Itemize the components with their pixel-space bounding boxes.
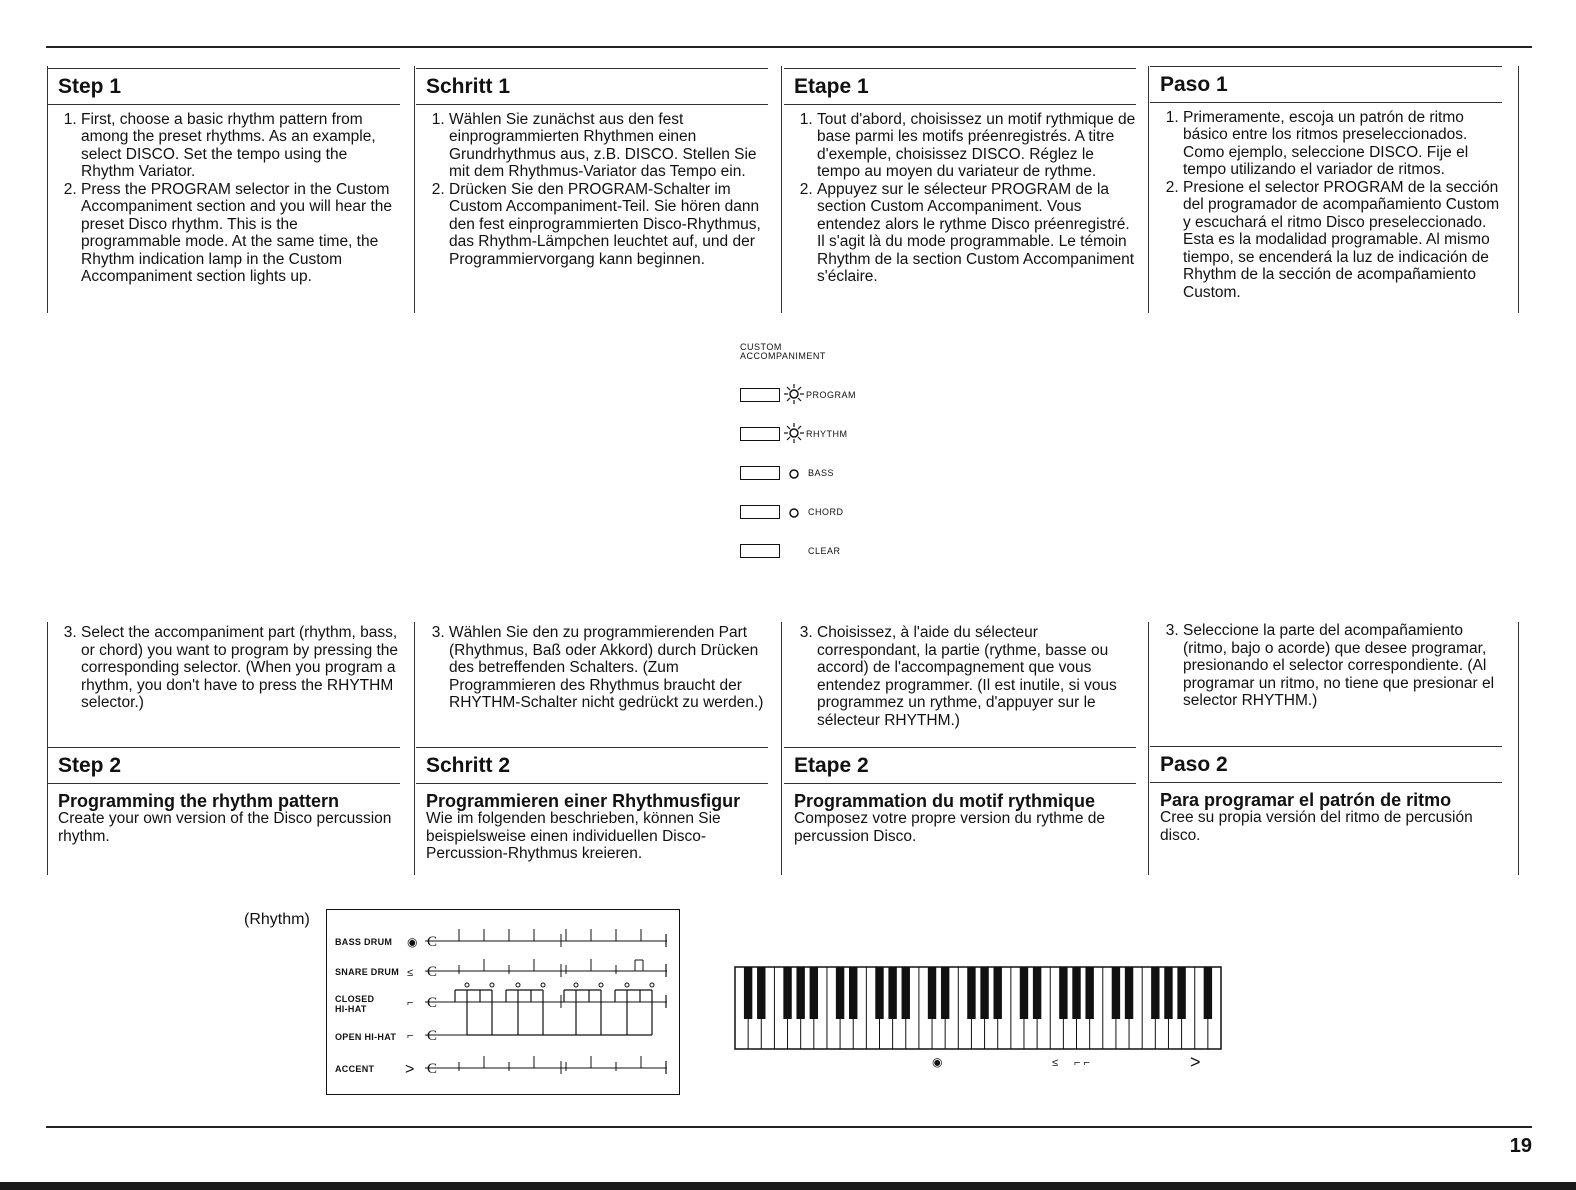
black-key (967, 967, 975, 1019)
black-key (796, 967, 804, 1019)
column-french-top (784, 68, 1136, 286)
black-key (994, 967, 1002, 1019)
black-key (810, 967, 818, 1019)
column-spanish-mid (1150, 620, 1502, 710)
step-list (416, 111, 768, 269)
column-spanish-top (1150, 66, 1502, 301)
accent-symbol: > (1190, 1052, 1201, 1072)
step-list (1150, 109, 1502, 302)
rhythm-score (326, 909, 680, 1095)
list-item: 3. Wählen Sie den zu programmierenden Part (Rhythmus, Baß oder Akkord) durch Drücken des betreffenden Schalters. (Zum Programmieren des Rhythmus braucht der RHYTHM-Schalter nicht gedrückt zu werden.) (449, 624, 768, 712)
list-item: 3. Choisissez, à l'aide du sélecteur correspondant, la partie (rythme, basse ou accord) de l'accompagnement que vous entendez programmer. (Il est inutile, si vous programmez un rythme, d'appuyer sur le sélecteur RHYTHM.) (817, 624, 1136, 729)
step-subheading: Programming the rhythm pattern (58, 790, 340, 811)
black-key (1059, 967, 1067, 1019)
black-key (875, 967, 883, 1019)
svg-text:C: C (427, 995, 438, 1011)
svg-text:C: C (427, 934, 438, 950)
column-german-mid (416, 622, 768, 712)
panel-title: CUSTOM ACCOMPANIMENT (740, 342, 826, 361)
svg-text:⌐: ⌐ (407, 997, 414, 1009)
column-french-step2 (784, 747, 1136, 845)
black-key (1033, 967, 1041, 1019)
step-subheading: Programmation du motif rythmique (794, 790, 1096, 811)
program-label: PROGRAM (806, 390, 857, 400)
step-heading: Etape 1 (784, 69, 1136, 105)
column-german-top (416, 68, 768, 268)
black-key (1177, 967, 1185, 1019)
step-heading: Paso 1 (1150, 67, 1502, 103)
svg-text:C: C (427, 964, 438, 980)
black-key (980, 967, 988, 1019)
bottom-rule (46, 1126, 1532, 1128)
step-list (48, 111, 400, 286)
black-key (902, 967, 910, 1019)
svg-text:C: C (427, 1028, 438, 1044)
black-key (836, 967, 844, 1019)
top-rule (46, 46, 1532, 48)
column-divider (1518, 622, 1519, 875)
black-key (1151, 967, 1159, 1019)
list-item: 2. Appuyez sur le sélecteur PROGRAM de la section Custom Accompaniment. Vous entendez alors le rythme Disco préenregistré. Il s'agit là du mode programmable. Le témoin Rhythm de la section Custom Accompaniment s'éclaire. (817, 181, 1136, 286)
black-key (928, 967, 936, 1019)
score-row-label: CLOSED HI-HAT (335, 994, 375, 1014)
step-list (784, 624, 1136, 729)
lamp-off-icon (788, 507, 800, 519)
step-heading: Paso 2 (1150, 747, 1502, 783)
rhythm-label: RHYTHM (806, 429, 848, 439)
chord-label: CHORD (808, 507, 844, 517)
black-key (941, 967, 949, 1019)
score-caption: (Rhythm) (244, 911, 310, 928)
list-item: 3. Select the accompaniment part (rhythm, bass, or chord) you want to program by pressing the corresponding selector. (When you program a rhythm, you don't have to press the RHYTHM selector.) (81, 624, 400, 712)
column-divider (414, 622, 415, 875)
step-heading: Etape 2 (784, 748, 1136, 784)
score-notation (327, 910, 679, 1094)
column-divider (781, 622, 782, 875)
list-item: 2. Press the PROGRAM selector in the Custom Accompaniment section and you will hear the preset Disco rhythm. This is the programmable mode. At the same time, the Rhythm indication lamp in the Custom Accompaniment section lights up. (81, 181, 400, 286)
list-item: 1. Primeramente, escoja un patrón de ritmo básico entre los ritmos preseleccionados. Como ejemplo, seleccione DISCO. Fije el tempo utilizando el variador de ritmos. (1183, 109, 1502, 179)
column-english-mid (48, 622, 400, 712)
bass-button[interactable] (740, 466, 780, 480)
svg-text:◉: ◉ (407, 935, 418, 949)
step-description: Create your own version of the Disco percussion rhythm. (58, 810, 392, 845)
page-number: 19 (1509, 1135, 1532, 1157)
svg-text:◉: ◉ (932, 1055, 943, 1069)
column-divider (781, 66, 782, 313)
step-description: Wie im folgenden beschrieben, können Sie beispielsweise einen individuellen Disco-Percussion-Rhythmus kreieren. (426, 810, 721, 862)
black-key (1204, 967, 1212, 1019)
black-key (888, 967, 896, 1019)
step-description: Composez votre propre version du rythme de percussion Disco. (794, 810, 1106, 845)
black-key (744, 967, 752, 1019)
chord-button[interactable] (740, 505, 780, 519)
step-description: Cree su propia versión del ritmo de percusión disco. (1160, 809, 1473, 844)
step-list (416, 624, 768, 712)
black-key (849, 967, 857, 1019)
step-heading: Schritt 2 (416, 748, 768, 784)
step-subheading: Programmieren einer Rhythmusfigur (426, 790, 741, 811)
column-french-mid (784, 622, 1136, 729)
list-item: 1. First, choose a basic rhythm pattern from among the preset rhythms. As an example, select DISCO. Set the tempo using the Rhythm Variator. (81, 111, 400, 181)
svg-text:⌐: ⌐ (407, 1030, 414, 1042)
column-divider (414, 66, 415, 313)
step-list (1150, 622, 1502, 710)
lamp-off-icon (788, 468, 800, 480)
clear-button[interactable] (740, 544, 780, 558)
black-key (783, 967, 791, 1019)
keyboard-diagram (734, 966, 1224, 1076)
list-item: 2. Presione el selector PROGRAM de la sección del programador de acompañamiento Custom y escuchará el ritmo Disco preseleccionado. Esta es la modalidad programable. Al mismo tiempo, se encenderá la luz de indicación de Rhythm de la sección de acompañamiento Custom. (1183, 179, 1502, 302)
black-key (1072, 967, 1080, 1019)
lamp-lit-icon (784, 384, 804, 404)
column-divider (1518, 66, 1519, 313)
column-english-top (48, 68, 400, 286)
step-heading: Step 2 (48, 748, 400, 784)
clear-label: CLEAR (808, 546, 841, 556)
step-list (784, 111, 1136, 286)
step-heading: Step 1 (48, 69, 400, 105)
black-key (1085, 967, 1093, 1019)
column-german-step2 (416, 747, 768, 863)
rhythm-button[interactable] (740, 427, 780, 441)
list-item: 1. Tout d'abord, choisissez un motif rythmique de base parmi les motifs préenregistrés. A titre d'exemple, choisissez DISCO. Réglez le tempo au moyen du variateur de rythme. (817, 111, 1136, 181)
score-row-label: BASS DRUM (335, 937, 393, 947)
svg-text:≤: ≤ (407, 967, 414, 979)
column-spanish-step2 (1150, 746, 1502, 844)
column-divider (1148, 66, 1149, 313)
column-english-step2 (48, 747, 400, 845)
program-button[interactable] (740, 388, 780, 402)
step-list (48, 624, 400, 712)
column-divider (1148, 622, 1149, 875)
lamp-lit-icon (784, 423, 804, 443)
svg-text:C: C (427, 1061, 438, 1077)
score-row-label: ACCENT (335, 1064, 375, 1074)
black-key (1164, 967, 1172, 1019)
step-subheading: Para programar el patrón de ritmo (1160, 789, 1452, 810)
black-key (757, 967, 765, 1019)
score-row-label: OPEN HI-HAT (335, 1032, 397, 1042)
footer-band (0, 1182, 1576, 1190)
svg-text:⌐ ⌐: ⌐ ⌐ (1074, 1057, 1090, 1069)
score-row-label: SNARE DRUM (335, 967, 400, 977)
black-key (1020, 967, 1028, 1019)
svg-text:≤: ≤ (1052, 1057, 1059, 1069)
bass-label: BASS (808, 468, 835, 478)
svg-text:>: > (405, 1061, 415, 1078)
list-item: 1. Wählen Sie zunächst aus den fest einprogrammierten Rhythmen einen Grundrhythmus aus, z.B. DISCO. Stellen Sie mit dem Rhythmus-Variator das Tempo ein. (449, 111, 768, 181)
step-heading: Schritt 1 (416, 69, 768, 105)
list-item: 2. Drücken Sie den PROGRAM-Schalter im Custom Accompaniment-Teil. Sie hören dann den fest einprogrammierten Disco-Rhythmus, das Rhythm-Lämpchen leuchtet auf, und der Programmiervorgang kann beginnen. (449, 181, 768, 269)
list-item: 3. Seleccione la parte del acompañamiento (ritmo, bajo o acorde) que desee programar, presionando el selector correspondiente. (Al programar un ritmo, no tiene que presionar el selector RHYTHM.) (1183, 622, 1502, 710)
black-key (1112, 967, 1120, 1019)
black-key (1125, 967, 1133, 1019)
